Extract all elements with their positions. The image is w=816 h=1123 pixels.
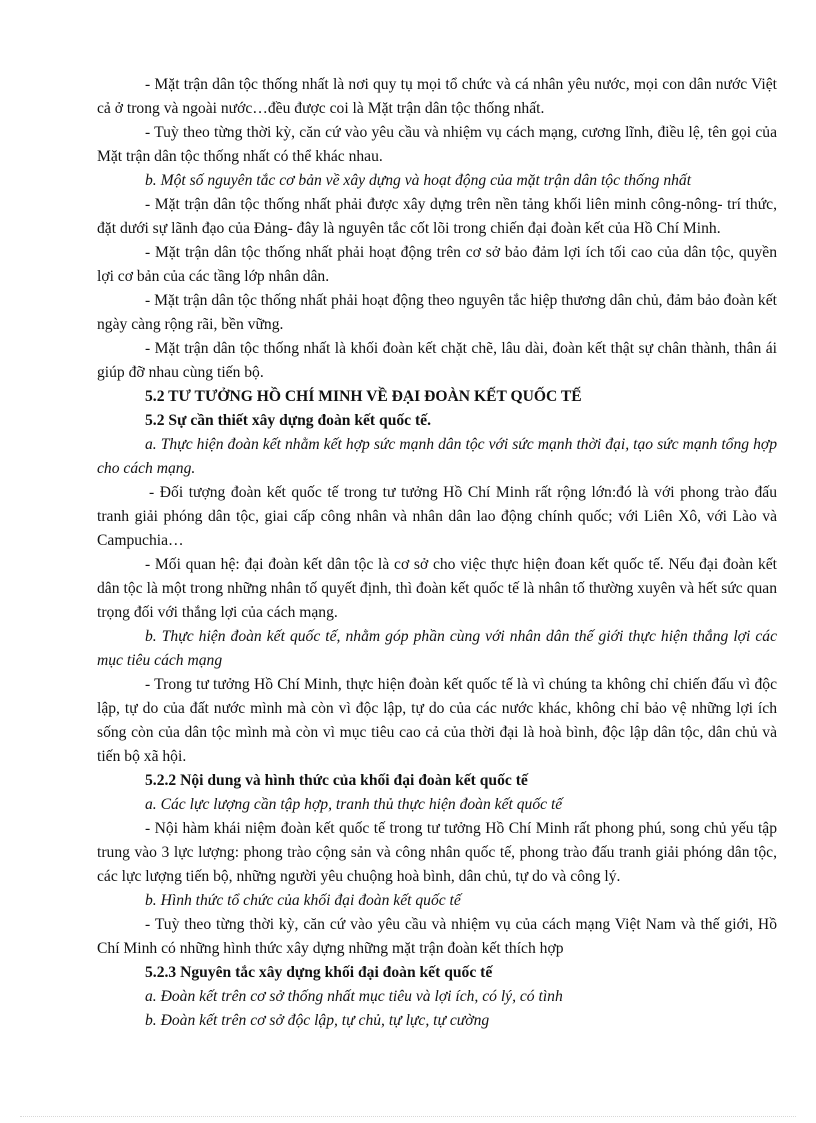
paragraph-front-definition: - Mặt trận dân tộc thống nhất là nơi quy tụ mọi tổ chức và cá nhân yêu nước, mọi con dân nước Việt cả ở trong và ngoài nước…đều được coi là Mặt trận dân tộc thống nhất. [97, 76, 777, 117]
paragraph-front-charter: - Tuỳ theo từng thời kỳ, căn cứ vào yêu cầu và nhiệm vụ cách mạng, cương lĩnh, điều lệ, tên gọi của Mặt trận dân tộc thống nhất có thể khác nhau. [97, 124, 777, 165]
paragraph-principle-alliance: - Mặt trận dân tộc thống nhất phải được xây dựng trên nền tảng khối liên minh công-nông- trí thức, đặt dưới sự lãnh đạo của Đảng- đây là nguyên tắc cốt lõi trong chiến đại đoàn kết của Hồ Chí Minh. [97, 196, 777, 237]
paragraph-forms: - Tuỳ theo từng thời kỳ, căn cứ vào yêu cầu và nhiệm vụ của cách mạng Việt Nam và thế giới, Hồ Chí Minh có những hình thức xây dựng những mặt trận đoàn kết thích hợp [97, 916, 777, 957]
paragraph-goals: - Trong tư tưởng Hồ Chí Minh, thực hiện đoàn kết quốc tế là vì chúng ta không chỉ chiến đấu vì độc lập, tự do của đất nước mình mà còn vì độc lập, tự do của các nước khác, không chỉ bảo vệ những lợi ích sống còn của dân tộc mình mà còn vì mục tiêu cao cả của thời đại là hoà bình, độc lập dân tộc, dân chủ và tiến bộ xã hội. [97, 676, 777, 765]
section-heading-principles-international: 5.2.3 Nguyên tắc xây dựng khối đại đoàn kết quốc tế [145, 964, 493, 981]
paragraph-principle-unity: - Mặt trận dân tộc thống nhất là khối đoàn kết chặt chẽ, lâu dài, đoàn kết thật sự chân thành, thân ái giúp đỡ nhau cùng tiến bộ. [97, 340, 777, 381]
subheading-strength: a. Thực hiện đoàn kết nhằm kết hợp sức mạnh dân tộc với sức mạnh thời đại, tạo sức mạnh tổng hợp cho cách mạng. [97, 436, 777, 477]
paragraph-principle-democracy: - Mặt trận dân tộc thống nhất phải hoạt động theo nguyên tắc hiệp thương dân chủ, đảm bảo đoàn kết ngày càng rộng rãi, bền vững. [97, 292, 777, 333]
subheading-forms: b. Hình thức tổ chức của khối đại đoàn kết quốc tế [145, 892, 461, 909]
subheading-principle-a: a. Đoàn kết trên cơ sở thống nhất mục tiêu và lợi ích, có lý, có tình [145, 988, 563, 1005]
paragraph-subjects: - Đối tượng đoàn kết quốc tế trong tư tưởng Hồ Chí Minh rất rộng lớn:đó là với phong trào đấu tranh giải phóng dân tộc, giai cấp công nhân và nhân dân lao động chính quốc; với Liên Xô, với Lào và Campuchia… [97, 484, 777, 549]
paragraph-forces: - Nội hàm khái niệm đoàn kết quốc tế trong tư tưởng Hồ Chí Minh rất phong phú, song chủ yếu tập trung vào 3 lực lượng: phong trào cộng sản và công nhân quốc tế, phong trào đấu tranh giải phóng dân tộc, các lực lượng tiến bộ, những người yêu chuộng hoà bình, dân chủ, tự do và công lý. [97, 820, 777, 885]
subheading-principles: b. Một số nguyên tắc cơ bản về xây dựng và hoạt động của mặt trận dân tộc thống nhất [145, 172, 692, 189]
page-bottom-rule [20, 1116, 796, 1117]
section-heading-content-forms: 5.2.2 Nội dung và hình thức của khối đại đoàn kết quốc tế [145, 772, 528, 789]
paragraph-principle-interest: - Mặt trận dân tộc thống nhất phải hoạt động trên cơ sở bảo đảm lợi ích tối cao của dân tộc, quyền lợi cơ bản của các tầng lớp nhân dân. [97, 244, 777, 285]
document-page [97, 73, 777, 1033]
section-heading-necessity: 5.2 Sự cần thiết xây dựng đoàn kết quốc tế. [145, 412, 432, 429]
subheading-principle-b: b. Đoàn kết trên cơ sở độc lập, tự chủ, tự lực, tự cường [145, 1012, 490, 1029]
subheading-goals: b. Thực hiện đoàn kết quốc tế, nhằm góp phần cùng với nhân dân thế giới thực hiện thắng lợi các mục tiêu cách mạng [97, 628, 777, 669]
section-heading-international: 5.2 TƯ TƯỞNG HỒ CHÍ MINH VỀ ĐẠI ĐOÀN KẾT QUỐC TẾ [145, 388, 582, 405]
subheading-forces: a. Các lực lượng cần tập hợp, tranh thủ thực hiện đoàn kết quốc tế [145, 796, 563, 813]
paragraph-relationship: - Mối quan hệ: đại đoàn kết dân tộc là cơ sở cho việc thực hiện đoan kết quốc tế. Nếu đại đoàn kết dân tộc là một trong những nhân tố quyết định, thì đoàn kết quốc tế là nhân tố thường xuyên và hết sức quan trọng đối với thắng lợi của cách mạng. [97, 556, 777, 621]
